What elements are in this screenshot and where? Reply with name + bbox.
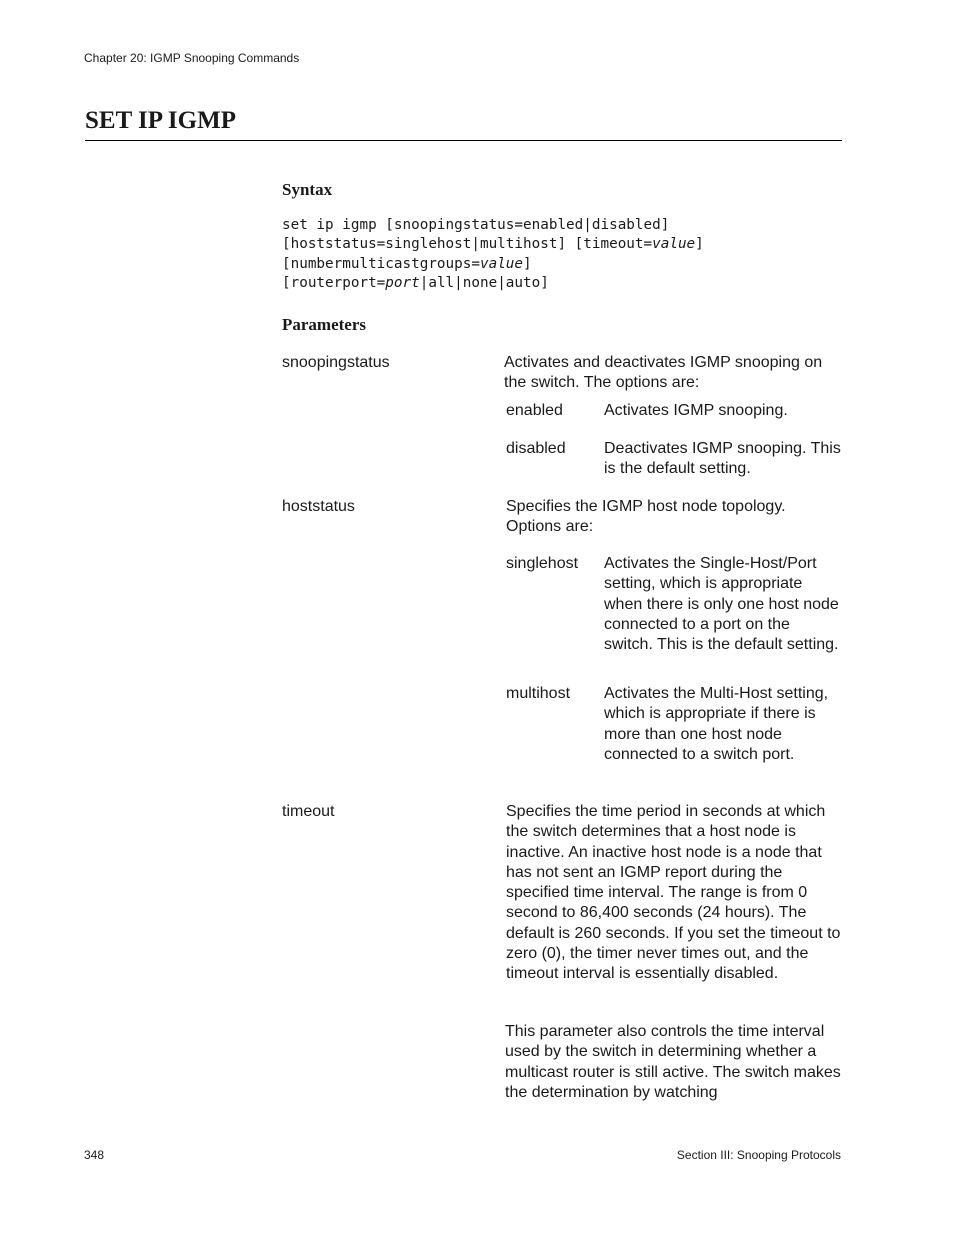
syntax-line-1: set ip igmp [snoopingstatus=enabled|disabled] (282, 217, 670, 233)
title-rule (85, 140, 842, 141)
option-singlehost: singlehost (506, 555, 579, 572)
option-multihost-description: Activates the Multi-Host setting, which is appropriate if there is more than one host node connected to a switch port. (604, 685, 829, 763)
param-hoststatus: hoststatus (282, 498, 355, 515)
parameters-heading: Parameters (282, 315, 367, 334)
syntax-var-value: value (652, 236, 696, 253)
syntax-heading: Syntax (282, 180, 333, 199)
page-title: SET IP IGMP (85, 107, 236, 134)
syntax-var-value: value (479, 255, 524, 272)
syntax-var-port: port (385, 274, 420, 291)
param-hoststatus-description: Specifies the IGMP host node topology. Options are: (506, 498, 786, 536)
option-enabled: enabled (506, 402, 563, 419)
syntax-line-2: [hoststatus=singlehost|multihost] [timeout=value] (282, 236, 704, 253)
option-disabled-description: Deactivates IGMP snooping. This is the default setting. (604, 440, 841, 478)
option-singlehost-description: Activates the Single-Host/Port setting, which is appropriate when there is only one host node connected to a port on the switch. This is the default setting. (604, 555, 839, 654)
syntax-line-3: [numbermulticastgroups=value] (282, 255, 532, 272)
running-header: Chapter 20: IGMP Snooping Commands (84, 51, 300, 65)
param-snoopingstatus-description: Activates and deactivates IGMP snooping on the switch. The options are: (504, 354, 823, 392)
page-number: 348 (84, 1148, 105, 1162)
param-snoopingstatus: snoopingstatus (282, 354, 390, 371)
syntax-block (282, 216, 704, 293)
option-disabled: disabled (506, 440, 566, 457)
option-multihost: multihost (506, 685, 571, 702)
param-timeout: timeout (282, 803, 335, 820)
param-timeout-description: Specifies the time period in seconds at which the switch determines that a host node is inactive. An inactive host node is a node that has not sent an IGMP report during the specified time interval. The range is from 0 second to 86,400 seconds (24 hours). The default is 260 seconds. If you set the timeout to zero (0), the timer never times out, and the timeout interval is essentially disabled. (506, 803, 841, 983)
option-enabled-description: Activates IGMP snooping. (604, 402, 788, 419)
param-timeout-description-2: This parameter also controls the time interval used by the switch in determining whether a multicast router is still active. The switch makes the determination by watching (505, 1023, 841, 1101)
footer-section: Section III: Snooping Protocols (676, 1148, 841, 1162)
syntax-line-4: [routerport=port|all|none|auto] (282, 274, 549, 291)
